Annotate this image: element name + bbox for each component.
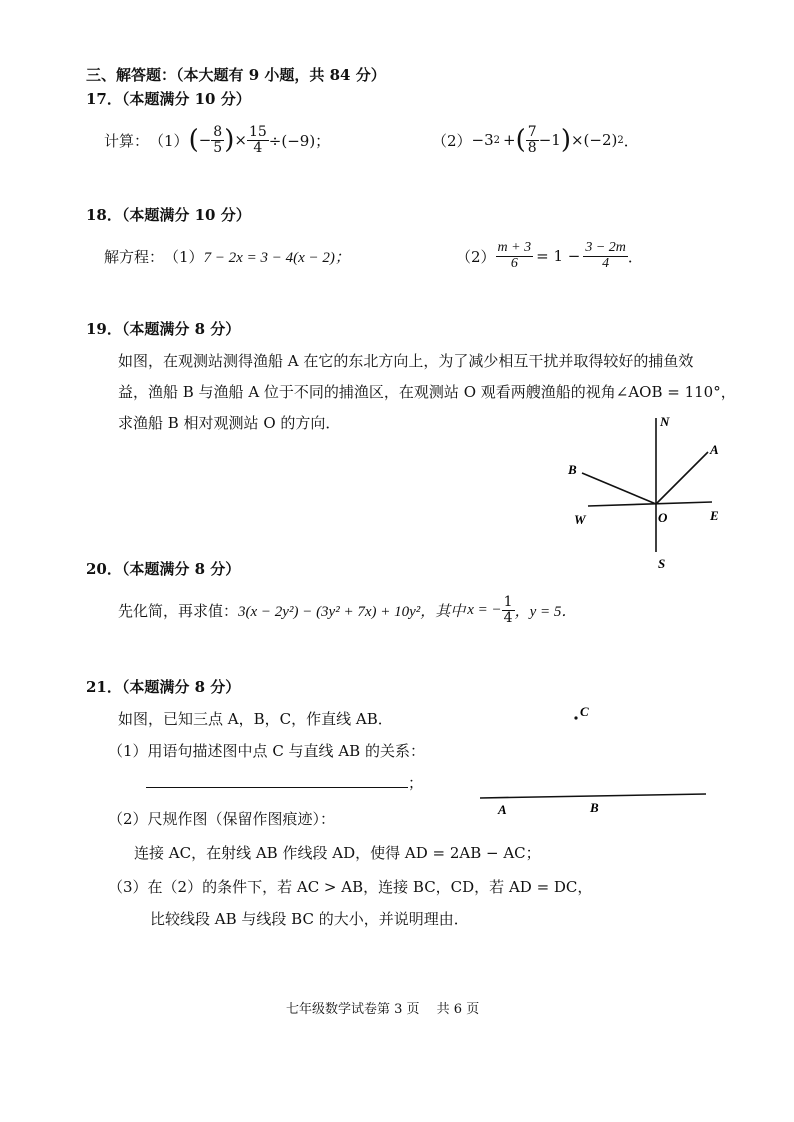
q18-frac-m3-6: $\frac{m + 3}{6}$	[497, 239, 532, 271]
label-a: A	[498, 802, 507, 817]
q20-header: 20．（本题满分 8 分）	[86, 560, 241, 578]
label-s: S	[658, 556, 666, 571]
label-a: A	[710, 442, 719, 457]
label-o: O	[658, 510, 668, 525]
label-n: N	[660, 414, 670, 429]
q19-line3: 求渔船 B 相对观测站 O 的方向．	[118, 414, 341, 432]
label-b: B	[590, 800, 599, 815]
section-heading: 三、解答题：（本大题有 9 小题，共 84 分）	[86, 66, 386, 84]
q19-header: 19．（本题满分 8 分）	[86, 320, 241, 338]
q20-expression: 先化简，再求值： 3(x − 2y²) − (3y² + 7x) + 10y²，其中 x = − $\frac{1}{4}$ ，y = 5．	[118, 593, 577, 626]
q21-sub2-detail: 连接 AC，在射线 AB 作线段 AD，使得 AD = 2AB − AC；	[134, 844, 541, 862]
q17-frac-8-5: $\frac{8}{5}$	[213, 123, 223, 156]
q21-answer-blank[interactable]: ；	[146, 772, 423, 793]
q21-sub3-detail: 比较线段 AB 与线段 BC 的大小，并说明理由．	[150, 910, 469, 928]
q19-line1: 如图，在观测站测得渔船 A 在它的东北方向上，为了减少相互干扰并取得较好的捕鱼效	[118, 352, 694, 370]
q21-sub3: （3）在（2）的条件下，若 AC > AB，连接 BC，CD，若 AD = DC，	[108, 878, 593, 896]
q17-frac-15-4: $\frac{15}{4}$	[248, 123, 267, 156]
q21-header: 21．（本题满分 8 分）	[86, 678, 241, 696]
q21-sub2: （2）尺规作图（保留作图痕迹）：	[108, 810, 336, 828]
q18-frac-3-2m-4: $\frac{3 - 2m}{4}$	[585, 239, 626, 271]
q19-line2: 益，渔船 B 与渔船 A 位于不同的捕渔区，在观测站 O 观看两艘渔船的视角∠AOB = 110°，	[118, 383, 736, 401]
compass-figure	[560, 412, 740, 582]
q18-part1: 解方程： （1） 7 − 2x = 3 − 4(x − 2)；	[104, 247, 350, 266]
q21-intro: 如图，已知三点 A，B，C，作直线 AB．	[118, 710, 393, 728]
q17-label: 计算：	[104, 131, 150, 150]
label-w: W	[574, 512, 586, 527]
q17-part2: （2） −3 2 + ( $\frac{7}{8}$ −1 ) ×(−2) 2 ．	[432, 123, 639, 156]
q17-header: 17．（本题满分 10 分）	[86, 90, 251, 108]
line-ab	[480, 794, 706, 798]
label-b: B	[568, 462, 577, 477]
q18-part2: （2） $\frac{m + 3}{6}$ = 1 − $\frac{3 - 2m}{4}$ ．	[456, 239, 643, 271]
page-footer: 七年级数学试卷第 3 页 共 6 页	[286, 1002, 480, 1017]
q17-frac-7-8: $\frac{7}{8}$	[527, 123, 537, 156]
label-e: E	[710, 508, 719, 523]
line-ab-figure	[470, 700, 720, 820]
q17-part1-num: （1）	[149, 131, 189, 150]
q17-part1: 计算： （1） ( − $\frac{8}{5}$ ) × $\frac{15}{4}$ ÷(−9)；	[104, 123, 331, 156]
q20-frac-1-4: $\frac{1}{4}$	[503, 593, 513, 626]
q21-sub1: （1）用语句描述图中点 C 与直线 AB 的关系：	[108, 742, 425, 760]
point-c	[574, 716, 577, 719]
q18-header: 18．（本题满分 10 分）	[86, 206, 251, 224]
label-c: C	[580, 704, 589, 719]
